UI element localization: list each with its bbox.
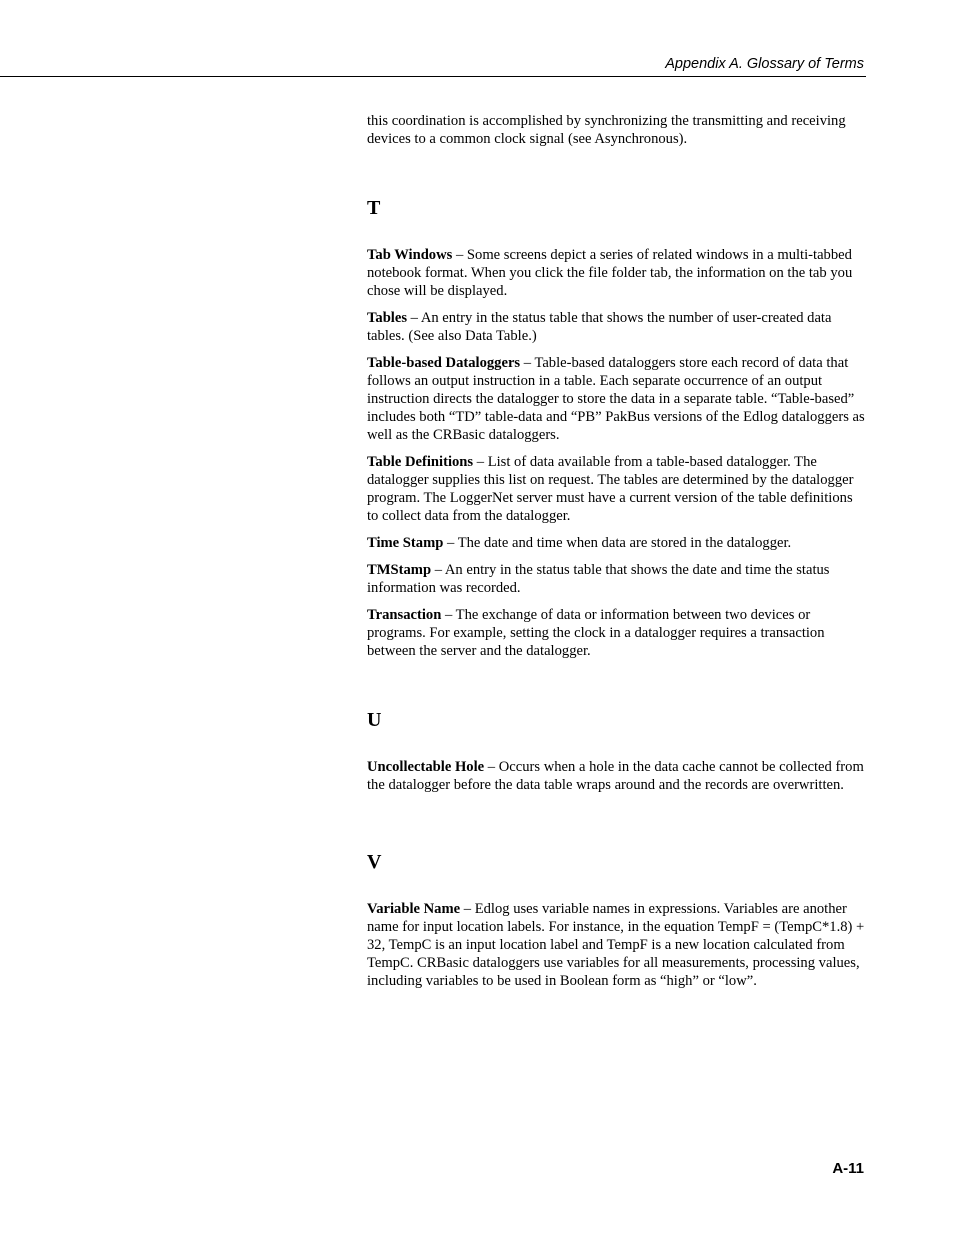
section-v (367, 850, 867, 990)
glossary-definition: – List of data available from a table-based datalogger. The datalogger supplies this list on request. The tables are determined by the datalogger program. The LoggerNet server must have a current version of the table definitions to collect data from the datalogger. (367, 454, 854, 524)
glossary-term: Tables (367, 310, 408, 326)
glossary-definition: – Some screens depict a series of related windows in a multi-tabbed notebook format. When you click the file folder tab, the information on the tab you chose will be displayed. (367, 247, 853, 299)
glossary-definition: – An entry in the status table that shows the number of user-created data tables. (See also Data Table.) (367, 310, 832, 344)
glossary-term: TMStamp (367, 562, 432, 578)
glossary-definition: – Table-based dataloggers store each record of data that follows an output instruction in a table. Each separate occurrence of an output instruction directs the datalogger to store the data in a separate table. “Table-based” includes both “TD” table-data and “PB” PakBus versions of the Edlog dataloggers as well as the CRBasic dataloggers. (367, 355, 865, 443)
glossary-entry (367, 534, 867, 552)
intro-paragraph: this coordination is accomplished by synchronizing the transmitting and receiving devices to a common clock signal (see Asynchronous). (367, 113, 846, 147)
glossary-content (367, 112, 867, 999)
glossary-term: Transaction (367, 607, 442, 623)
glossary-entry (367, 453, 867, 525)
running-header: Appendix A. Glossary of Terms (665, 56, 864, 72)
glossary-term: Variable Name (367, 901, 461, 917)
glossary-term: Tab Windows (367, 247, 453, 263)
glossary-entry (367, 606, 867, 660)
glossary-entry (367, 354, 867, 444)
glossary-term: Table-based Dataloggers (367, 355, 521, 371)
glossary-term: Time Stamp (367, 535, 444, 551)
glossary-entry (367, 758, 867, 794)
glossary-entry (367, 246, 867, 300)
section-letter: V (367, 851, 382, 873)
section-u (367, 708, 867, 794)
page-number: A-11 (832, 1160, 864, 1177)
section-letter: T (367, 197, 381, 219)
glossary-term: Table Definitions (367, 454, 474, 470)
glossary-entry (367, 309, 867, 345)
glossary-definition: – Occurs when a hole in the data cache cannot be collected from the datalogger before the data table wraps around and the records are overwritten. (367, 759, 864, 793)
glossary-definition: – An entry in the status table that shows the date and time the status information was recorded. (367, 562, 830, 596)
glossary-term: Uncollectable Hole (367, 759, 485, 775)
glossary-definition: – The exchange of data or information between two devices or programs. For example, setting the clock in a datalogger requires a transaction between the server and the datalogger. (367, 607, 825, 659)
glossary-entry (367, 900, 867, 990)
section-letter: U (367, 709, 382, 731)
glossary-entry (367, 561, 867, 597)
glossary-definition: – The date and time when data are stored in the datalogger. (443, 535, 792, 551)
header-rule (0, 76, 866, 77)
glossary-definition: – Edlog uses variable names in expressions. Variables are another name for input location labels. For instance, in the equation TempF = (TempC*1.8) + 32, TempC is an input location label and TempF is a new location calculated from TempC. CRBasic dataloggers use variables for all measurements, processing values, including variables to be used in Boolean form as “high” or “low”. (367, 901, 865, 989)
section-t (367, 196, 867, 660)
